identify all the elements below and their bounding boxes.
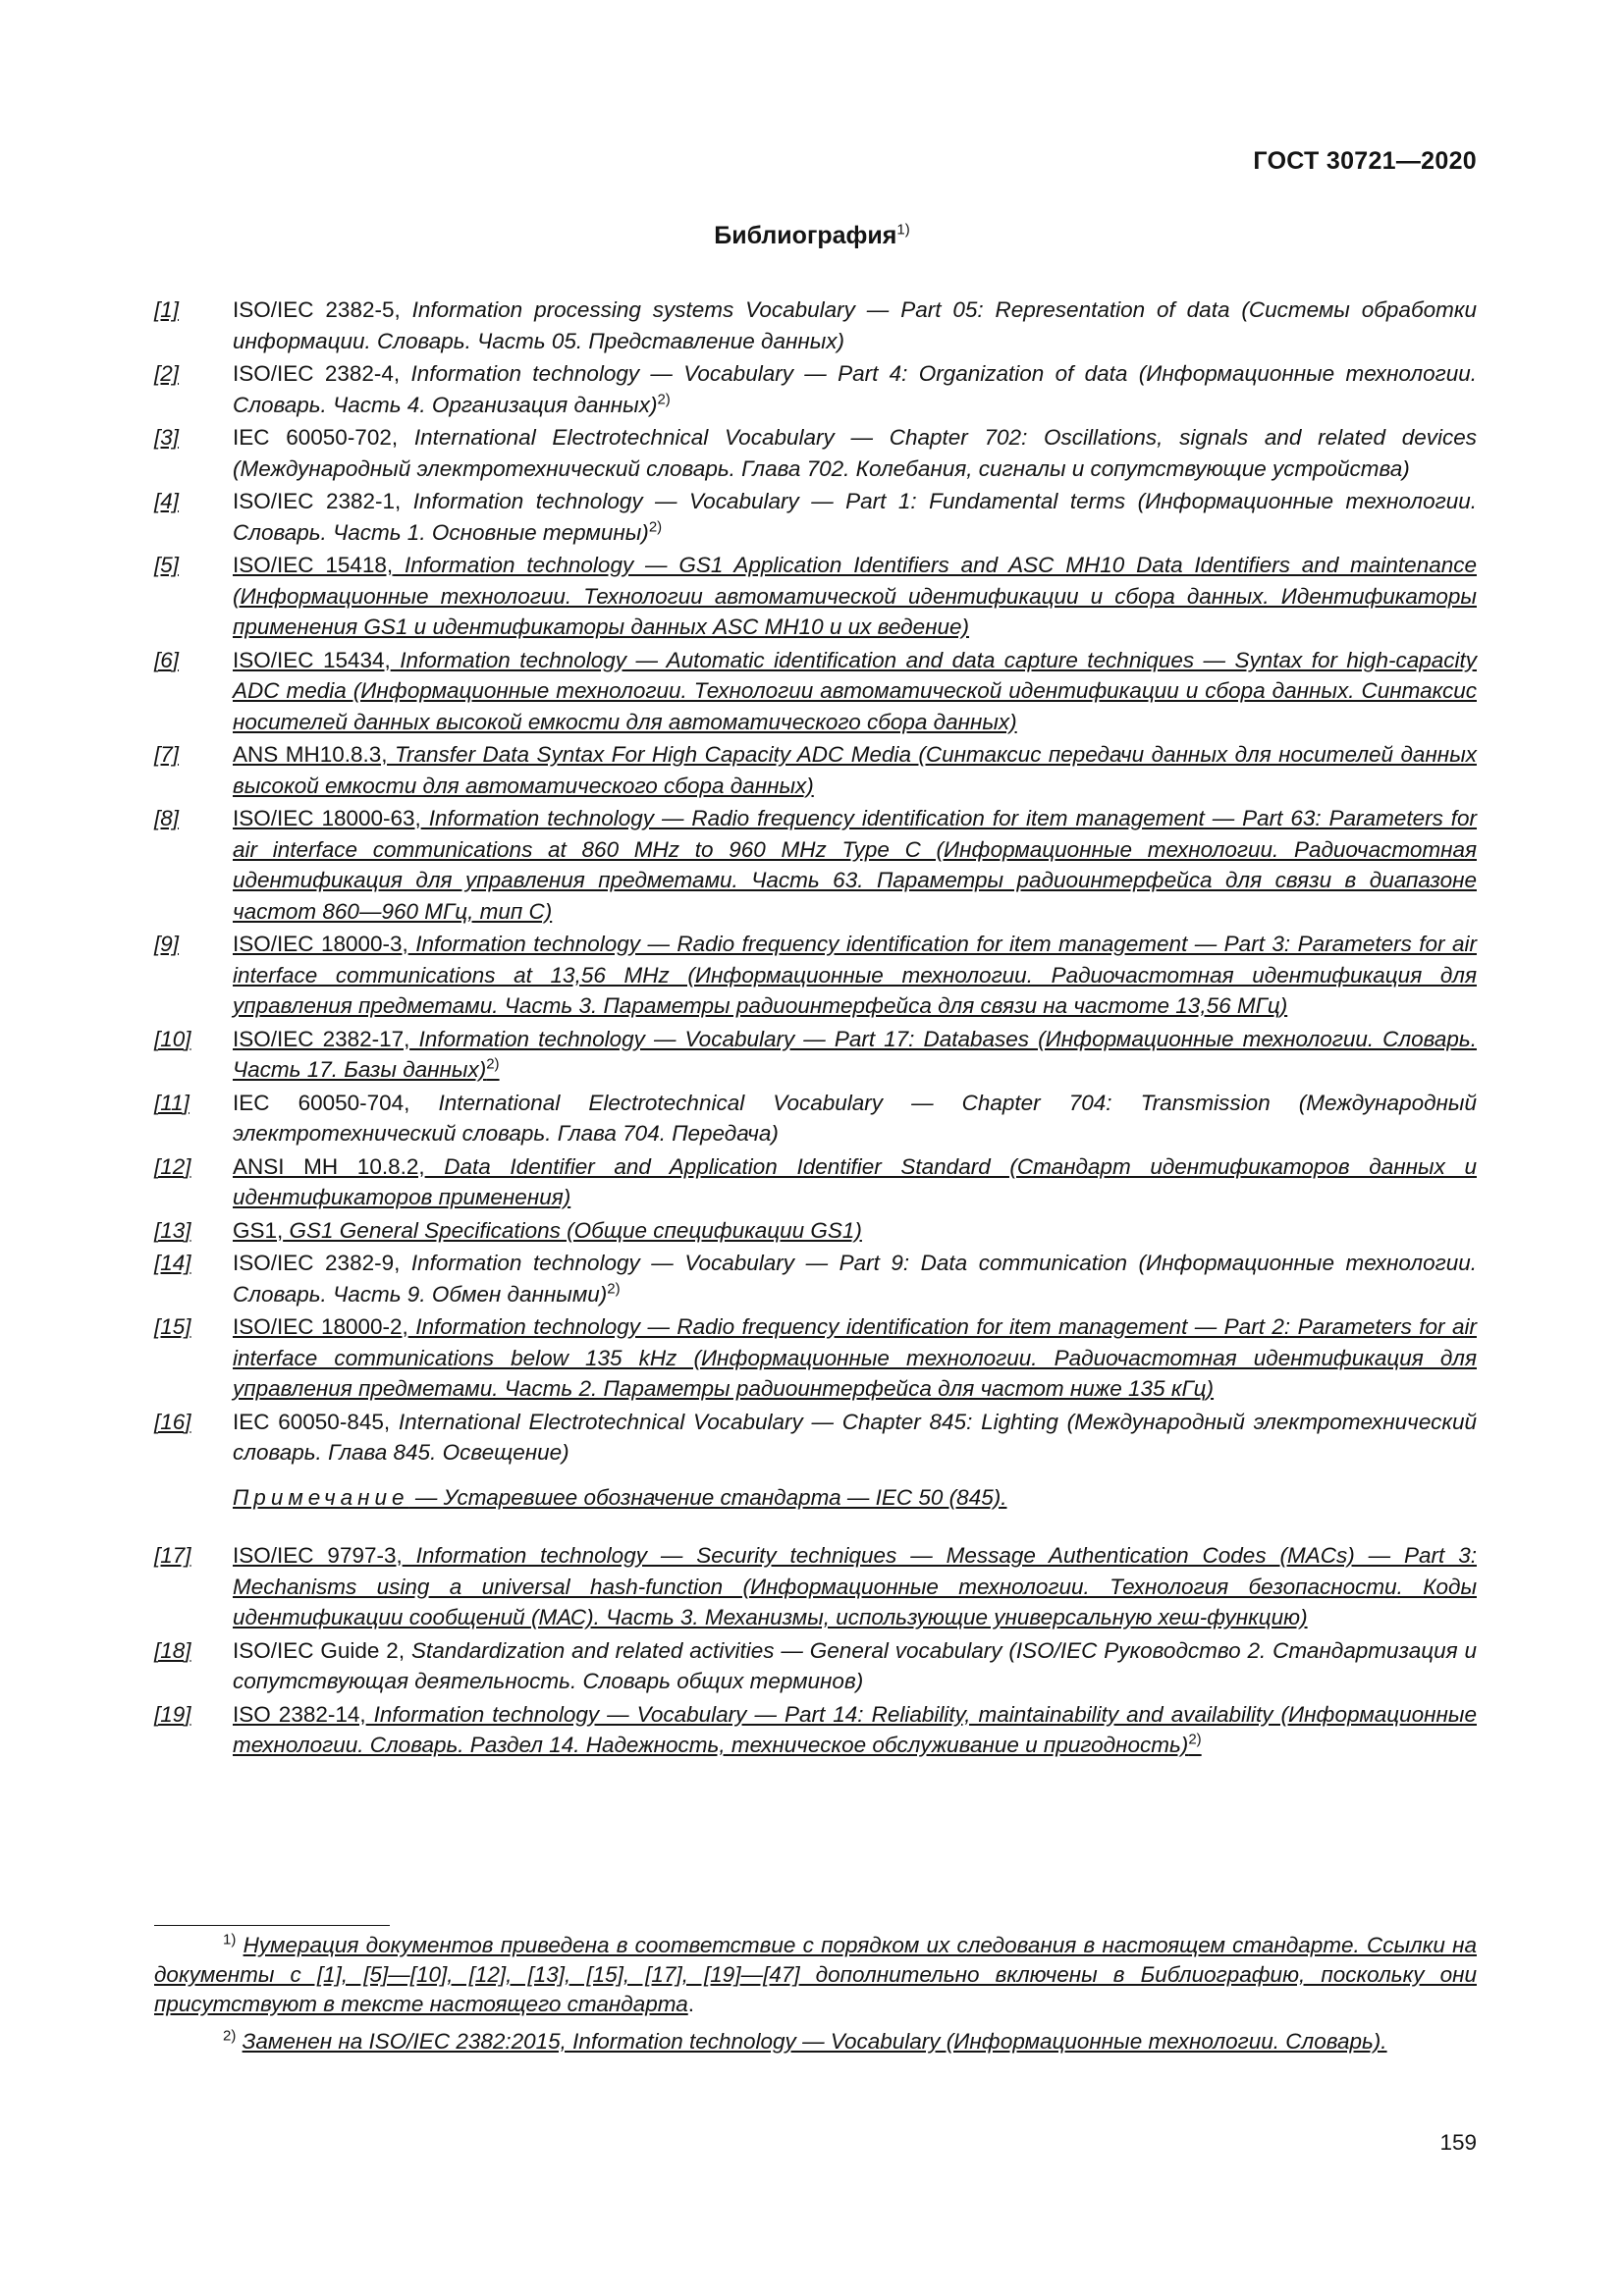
entry-text [233,1088,1477,1149]
entry-title: Information technology — Automatic identification and data capture techniques — Syntax for high-capacity ADC media (Информационные технологии. Технологии автоматической идентификации и сбора данных. Синтаксис носителей данных высокой емкости для автоматического сбора данных) [233,647,1477,734]
entry-title: Standardization and related activities — General vocabulary (ISO/IEC Руководство 2. Стандартизация и сопутствующая деятельность. Словарь общих терминов) [233,1637,1478,1693]
bibliography-entry [154,1407,1477,1468]
entry-code: ISO/IEC 15434, [233,647,391,672]
entry-number[interactable]: [10] [154,1026,191,1051]
entry-text [233,1635,1477,1697]
entry-code: ISO/IEC 2382-5, [233,297,401,322]
entry-text [233,358,1477,420]
entry-code: IEC 60050-845, [233,1409,391,1434]
entry-number[interactable]: [17] [154,1543,191,1568]
entry-footnote-ref: 2) [1188,1731,1202,1748]
entry-number[interactable]: [11] [154,1090,189,1115]
entry-code: ANSI MH 10.8.2, [233,1153,425,1179]
entry-number[interactable]: [6] [154,647,180,672]
entry-title: Transfer Data Syntax For High Capacity ADC Media (Синтаксис передачи данных для носителей данных высокой емкости для автоматического сбора данных) [233,742,1477,798]
bibliography-entry [154,645,1477,738]
entries-before-note [154,294,1477,1468]
entry-text [233,550,1477,643]
entry-code: IEC 60050-702, [233,425,399,450]
entry-text [233,1248,1477,1309]
bibliography-entry [154,1024,1477,1086]
entry-code: ANS MH10.8.3, [233,742,388,767]
entry-number[interactable]: [16] [154,1409,191,1434]
entry-code: ISO/IEC Guide 2, [233,1637,406,1663]
page-title [0,222,1624,250]
entry-title: Information technology — Vocabulary — Part 17: Databases (Информационные технологии. Словарь. Часть 17. Базы данных) [233,1026,1477,1082]
entry-number[interactable]: [1] [154,297,180,322]
bibliography-entry [154,550,1477,643]
entry-number[interactable]: [14] [154,1251,191,1275]
title-footnote-ref: 1) [896,221,910,239]
entry-text [233,803,1477,927]
standard-code: ГОСТ 30721—2020 [1253,147,1477,175]
footnote [154,1931,1477,2019]
entry-text [233,1024,1477,1086]
entry-number[interactable]: [8] [154,806,180,830]
entries-after-note [154,1540,1477,1761]
entry-title: Data Identifier and Application Identifier Standard (Стандарт идентификаторов данных и идентификаторов применения) [233,1153,1477,1209]
footnote-marker: 1) [223,1931,237,1949]
note-label: Примечание [233,1484,409,1510]
bibliography-entry [154,1540,1477,1633]
entry-footnote-ref: 2) [648,518,663,535]
bibliography-entry [154,1151,1477,1213]
entry-footnote-ref: 2) [657,391,671,407]
entry-text [233,1699,1477,1761]
entry-title: International Electrotechnical Vocabulary — Chapter 845: Lighting (Международный электротехнический словарь. Глава 845. Освещение) [233,1409,1477,1465]
bibliography-entry [154,1311,1477,1405]
entry-text [233,422,1477,484]
entry-text [233,1540,1477,1633]
entry-code: GS1, [233,1217,284,1243]
entry-footnote-ref: 2) [607,1280,621,1297]
bibliography-entry [154,1088,1477,1149]
entry-text [233,1311,1477,1405]
entry-code: ISO/IEC 2382-17, [233,1026,410,1051]
entry-code: ISO/IEC 2382-9, [233,1251,401,1275]
entry-text [233,1151,1477,1213]
entry-code: ISO/IEC 15418, [233,553,394,577]
entry-code: ISO/IEC 9797-3, [233,1543,403,1568]
bibliography-entry [154,294,1477,356]
footnote [154,2027,1477,2056]
entry-number[interactable]: [4] [154,489,180,513]
bibliography-entry [154,929,1477,1022]
entry-text [233,645,1477,738]
entry-title: International Electrotechnical Vocabulary — Chapter 704: Transmission (Международный электротехнический словарь. Глава 704. Передача) [233,1090,1477,1146]
bibliography-entry [154,1248,1477,1309]
entry-number[interactable]: [13] [154,1217,191,1243]
bibliography-entry [154,803,1477,927]
entry-text [233,486,1477,548]
entry-text [233,739,1477,801]
entry-number[interactable]: [12] [154,1153,191,1179]
bibliography-entry [154,422,1477,484]
entry-title: Information technology — Security techniques — Message Authentication Codes (MACs) — Part 3: Mechanisms using a universal hash-function (Информационные технологии. Технология безопасности. Коды идентификации сообщений (МАС). Часть 3. Механизмы, использующие универсальную хеш-функцию) [233,1543,1477,1629]
entry-number[interactable]: [15] [154,1314,191,1339]
entry-text [233,1407,1477,1468]
entry-title: Information technology — Vocabulary — Part 14: Reliability, maintainability and availability (Информационные технологии. Словарь. Раздел 14. Надежность, техническое обслуживание и пригодность) [233,1701,1477,1757]
entry-number[interactable]: [9] [154,932,180,956]
entry-text [233,929,1477,1022]
footnote-text: Заменен на ISO/IEC 2382:2015, Information technology — Vocabulary (Информационные технологии. Словарь). [242,2029,1387,2054]
bibliography-list [154,294,1477,1763]
footnote-tail: . [687,1992,694,2016]
entry-title: International Electrotechnical Vocabulary — Chapter 702: Oscillations, signals and related devices (Международный электротехнический словарь. Глава 702. Колебания, сигналы и сопутствующие устройства) [233,425,1477,481]
bibliography-entry [154,1215,1477,1247]
standard-note [233,1482,1477,1514]
bibliography-entry [154,739,1477,801]
footnote-text: Нумерация документов приведена в соответствие с порядком их следования в настоящем стандарте. Ссылки на документы с [1], [5]—[10], [12], [13], [15], [17], [19]—[47] дополнительно включены в Библиографию, поскольку они присутствуют в тексте настоящего стандарта [154,1933,1477,2016]
entry-title: Information technology — Vocabulary — Part 4: Organization of data (Информационные технологии. Словарь. Часть 4. Организация данных) [233,361,1477,417]
entry-number[interactable]: [2] [154,361,180,386]
entry-title: Information processing systems Vocabulary — Part 05: Representation of data (Системы обработки информации. Словарь. Часть 05. Представление данных) [233,297,1477,353]
entry-code: IEC 60050-704, [233,1090,410,1115]
entry-number[interactable]: [18] [154,1637,191,1663]
entry-title: GS1 General Specifications (Общие спецификации GS1) [283,1217,862,1243]
entry-number[interactable]: [5] [154,553,180,577]
entry-number[interactable]: [7] [154,742,180,767]
title-text: Библиография [714,222,897,249]
entry-title: Information technology — Radio frequency identification for item management — Part 63: Parameters for air interface communications at 860 MHz to 960 MHz Type C (Информационные технологии. Радиочастотная идентификация для управления предметами. Часть 63. Параметры радиоинтерфейса для связи в диапазоне частот 860—960 МГц, тип С) [233,806,1478,924]
entry-title: Information technology — Radio frequency identification for item management — Part 2: Parameters for air interface communications below 135 kHz (Информационные технологии. Радиочастотная идентификация для управления предметами. Часть 2. Параметры радиоинтерфейса для частот ниже 135 кГц) [233,1314,1477,1401]
entry-title: Information technology — Vocabulary — Part 1: Fundamental terms (Информационные технологии. Словарь. Часть 1. Основные термины) [233,489,1477,545]
bibliography-entry [154,1699,1477,1761]
entry-text [233,294,1477,356]
page-number: 159 [1439,2130,1477,2155]
entry-title: Information technology — Radio frequency identification for item management — Part 3: Parameters for air interface communications at 13,56 MHz (Информационные технологии. Радиочастотная идентификация для управления предметами. Часть 3. Параметры радиоинтерфейса для связи на частоте 13,56 МГц) [233,932,1477,1018]
entry-text [233,1215,1477,1247]
entry-code: ISO/IEC 2382-4, [233,361,401,386]
entry-code: ISO 2382-14, [233,1701,366,1727]
entry-number[interactable]: [19] [154,1701,191,1727]
footnote-marker: 2) [223,2027,237,2045]
note-text: — Устаревшее обозначение стандарта — IEC 50 (845). [408,1484,1007,1510]
footnotes [154,1931,1477,2064]
entry-code: ISO/IEC 18000-63, [233,806,421,830]
entry-title: Information technology — Vocabulary — Part 9: Data communication (Информационные технологии. Словарь. Часть 9. Обмен данными) [233,1251,1477,1307]
footnote-divider [154,1925,390,1926]
entry-title: Information technology — GS1 Application Identifiers and ASC MH10 Data Identifiers and maintenance (Информационные технологии. Технологии автоматической идентификации и сбора данных. Идентификаторы применения GS1 и идентификаторы данных ASC MH10 и их ведение) [233,553,1477,639]
bibliography-entry [154,486,1477,548]
entry-code: ISO/IEC 18000-3, [233,932,408,956]
entry-number[interactable]: [3] [154,425,180,450]
bibliography-entry [154,358,1477,420]
entry-code: ISO/IEC 18000-2, [233,1314,408,1339]
entry-footnote-ref: 2) [486,1055,500,1073]
bibliography-entry [154,1635,1477,1697]
entry-code: ISO/IEC 2382-1, [233,489,402,513]
